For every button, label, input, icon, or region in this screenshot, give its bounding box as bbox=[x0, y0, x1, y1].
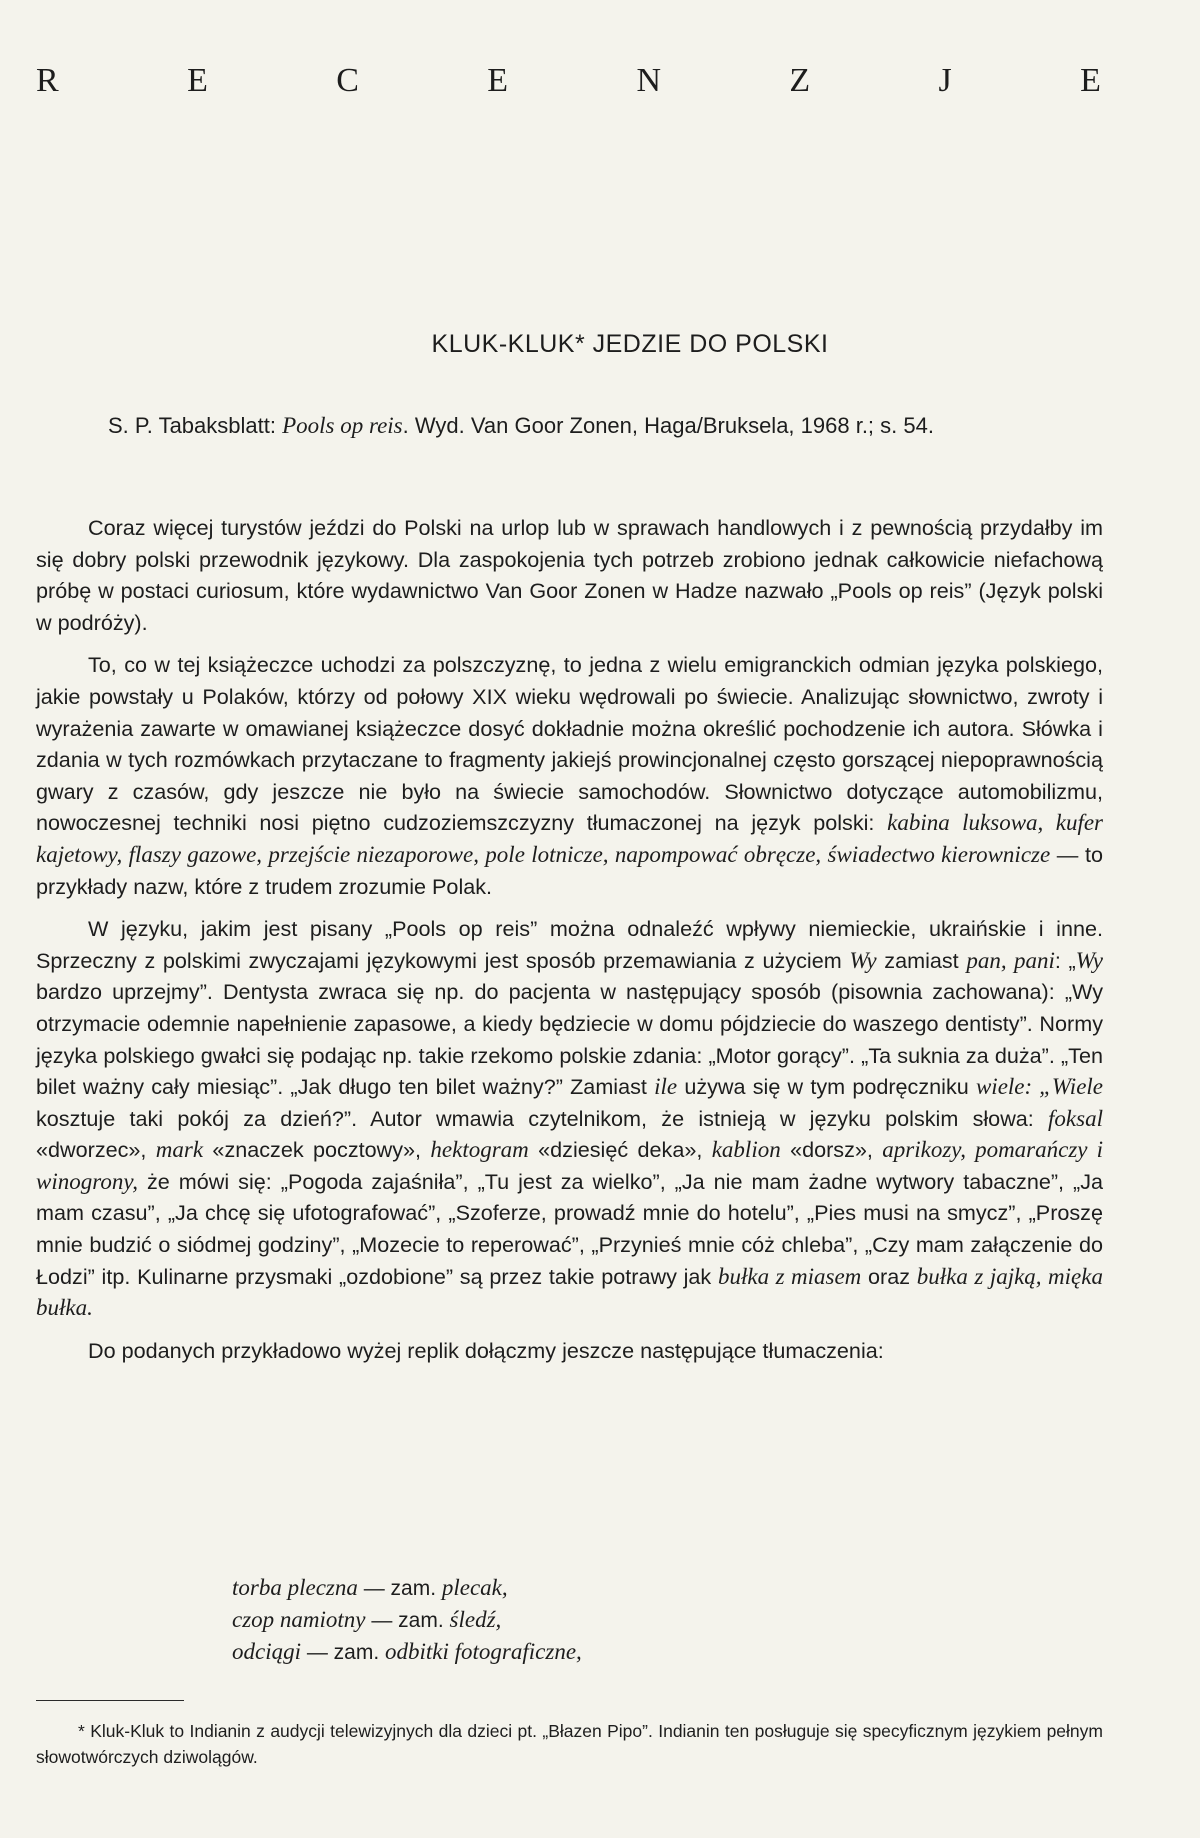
footnote-divider bbox=[36, 1700, 184, 1701]
running-head-letter: C bbox=[336, 62, 359, 99]
running-head-letter: Z bbox=[789, 62, 811, 99]
italic-run: bułka z miasem bbox=[717, 1263, 862, 1289]
biblio-author: S. P. Tabaksblatt: bbox=[108, 413, 283, 438]
italic-run: mark bbox=[155, 1137, 204, 1163]
example-separator: — zam. bbox=[365, 1609, 450, 1632]
text-run: oraz bbox=[861, 1263, 917, 1289]
text-run: zamiast bbox=[876, 947, 967, 973]
italic-run: kabina luksowa, kufer kajetowy, flaszy gazowe, przejście niezaporowe, pole lotnicze, napompować obręcze, świadectwo kierownicze bbox=[36, 810, 1103, 867]
italic-run: aprikozy, pomarańczy i winogrony, bbox=[36, 1137, 1103, 1194]
body-paragraph bbox=[36, 649, 1103, 902]
text-run: W języku, jakim jest pisany „Pools op reis” można odnaleźć wpływy niemieckie, ukraińskie i inne. Sprzeczny z polskimi zwyczajami językowymi jest sposób przemawiania z użyciem bbox=[36, 916, 1103, 973]
text-run: : „ bbox=[1054, 947, 1076, 973]
running-head-letter: R bbox=[36, 62, 59, 99]
body-paragraph bbox=[36, 1335, 1103, 1367]
text-run: «dziesięć deka», bbox=[528, 1137, 712, 1163]
italic-run: ile bbox=[654, 1074, 678, 1100]
example-separator: — zam. bbox=[357, 1577, 442, 1600]
italic-run: wiele: „Wiele bbox=[975, 1074, 1103, 1100]
text-run: «znaczek pocztowy», bbox=[203, 1137, 431, 1163]
example-term: torba pleczna bbox=[232, 1575, 358, 1600]
text-run: To, co w tej książeczce uchodzi za polszczyznę, to jedna z wielu emigranckich odmian języka polskiego, jakie powstały u Polaków, którzy od połowy XIX wieku wędrowali po świecie. Analizując słownictwo, zwroty i wyrażenia zawarte w omawianej książeczce dosyć dokładnie można określić pochodzenie ich autora. Słówka i zdania w tych rozmówkach przytaczane to fragmenty jakiejś prowincjonalnej często gorszącej niepoprawnością gwary z czasów, gdy jeszcze nie było na świecie samochodów. Słownictwo dotyczące automobilizmu, nowoczesnej techniki nosi piętno cudzoziemszczyzny tłumaczonej na język polski: bbox=[36, 652, 1103, 836]
footnote: * Kluk-Kluk to Indianin z audycji telewizyjnych dla dzieci pt. „Błazen Pipo”. Indianin ten posługuje się specyficznym językiem pełnym słowotwórczych dziwolągów. bbox=[36, 1721, 1103, 1767]
example-correct-form: plecak, bbox=[441, 1575, 508, 1600]
text-run: kosztuje taki pokój za dzień?”. Autor wmawia czytelnikom, że istnieją w języku polskim słowa: bbox=[36, 1105, 1049, 1131]
italic-run: foksal bbox=[1048, 1105, 1103, 1131]
running-head-letter: N bbox=[636, 62, 661, 99]
biblio-work-title: Pools op reis bbox=[282, 413, 403, 438]
running-head-letter: E bbox=[487, 62, 509, 99]
text-run: «dworzec», bbox=[36, 1137, 156, 1163]
italic-run: bułka z jajką, mięka bułka. bbox=[36, 1263, 1103, 1321]
example-correct-form: śledź, bbox=[449, 1607, 502, 1632]
text-run: że mówi się: „Pogoda zajaśniła”, „Tu jest za wielko”, „Ja nie mam żadne wytwory tabaczne”, „Ja mam czasu”, „Ja chcę się ufotografować”, „Szoferze, prowadź mnie do hotelu”, „Pies musi na smycz”, „Proszę mnie budzić o siódmej godziny”, „Mozecie to reperować”, „Przynieś mnie cóż chleba”, „Czy mam załączenie do Łodzi” itp. Kulinarne przysmaki „ozdobione” są przez takie potrawy jak bbox=[36, 1168, 1103, 1289]
running-head-letter: E bbox=[187, 62, 208, 99]
example-term: czop namiotny bbox=[232, 1607, 366, 1632]
running-head-letter: J bbox=[938, 62, 952, 99]
example-line bbox=[232, 1636, 582, 1668]
example-separator: — zam. bbox=[301, 1641, 386, 1664]
body-paragraph bbox=[36, 512, 1103, 638]
text-run: używa się w tym podręczniku bbox=[677, 1074, 976, 1100]
text-run: bardzo uprzejmy”. Dentysta zwraca się np. do pacjenta w następujący sposób (pisownia zachowana): „Wy otrzymacie odemnie napełnienie zapasowe, a kiedy będziecie w domu pójdziecie do waszego dentisty”. Normy języka polskiego gwałci się podając np. takie rzekomo polskie zdania: „Motor gorący”. „Ta suknia za duża”. „Ten bilet ważny cały miesiąc”. „Jak długo ten bilet ważny?” Zamiast bbox=[36, 979, 1103, 1100]
text-run: Do podanych przykładowo wyżej replik dołączmy jeszcze następujące tłumaczenia: bbox=[88, 1337, 884, 1363]
italic-run: hektogram bbox=[430, 1137, 529, 1163]
text-run: «dorsz», bbox=[780, 1137, 883, 1163]
article-title: KLUK-KLUK* JEDZIE DO POLSKI bbox=[431, 330, 829, 358]
running-head-letter: E bbox=[1080, 62, 1101, 99]
example-term: odciągi bbox=[232, 1639, 301, 1664]
body-paragraph bbox=[36, 913, 1103, 1324]
text-run: — to przykłady nazw, które z trudem zrozumie Polak. bbox=[36, 841, 1103, 899]
bibliographic-note bbox=[88, 410, 1103, 442]
running-head bbox=[36, 62, 1101, 100]
italic-run: pan, pani bbox=[966, 947, 1055, 973]
italic-run: Wy bbox=[1075, 947, 1104, 973]
example-line bbox=[232, 1572, 582, 1604]
text-run: Coraz więcej turystów jeździ do Polski na urlop lub w sprawach handlowych i z pewnością przydałby im się dobry polski przewodnik językowy. Dla zaspokojenia tych potrzeb zrobiono jednak całkowicie niefachową próbę w postaci curiosum, które wydawnictwo Van Goor Zonen w Hadze nazwało „Pools op reis” (Język polski w podróży). bbox=[36, 515, 1103, 635]
article-body bbox=[36, 512, 1103, 1377]
italic-run: Wy bbox=[849, 947, 877, 973]
italic-run: kablion bbox=[711, 1137, 781, 1163]
example-correct-form: odbitki fotograficzne, bbox=[385, 1639, 582, 1664]
biblio-details: . Wyd. Van Goor Zonen, Haga/Bruksela, 1968 r.; s. 54. bbox=[402, 413, 934, 438]
example-line bbox=[232, 1604, 582, 1636]
examples-list bbox=[232, 1572, 582, 1668]
